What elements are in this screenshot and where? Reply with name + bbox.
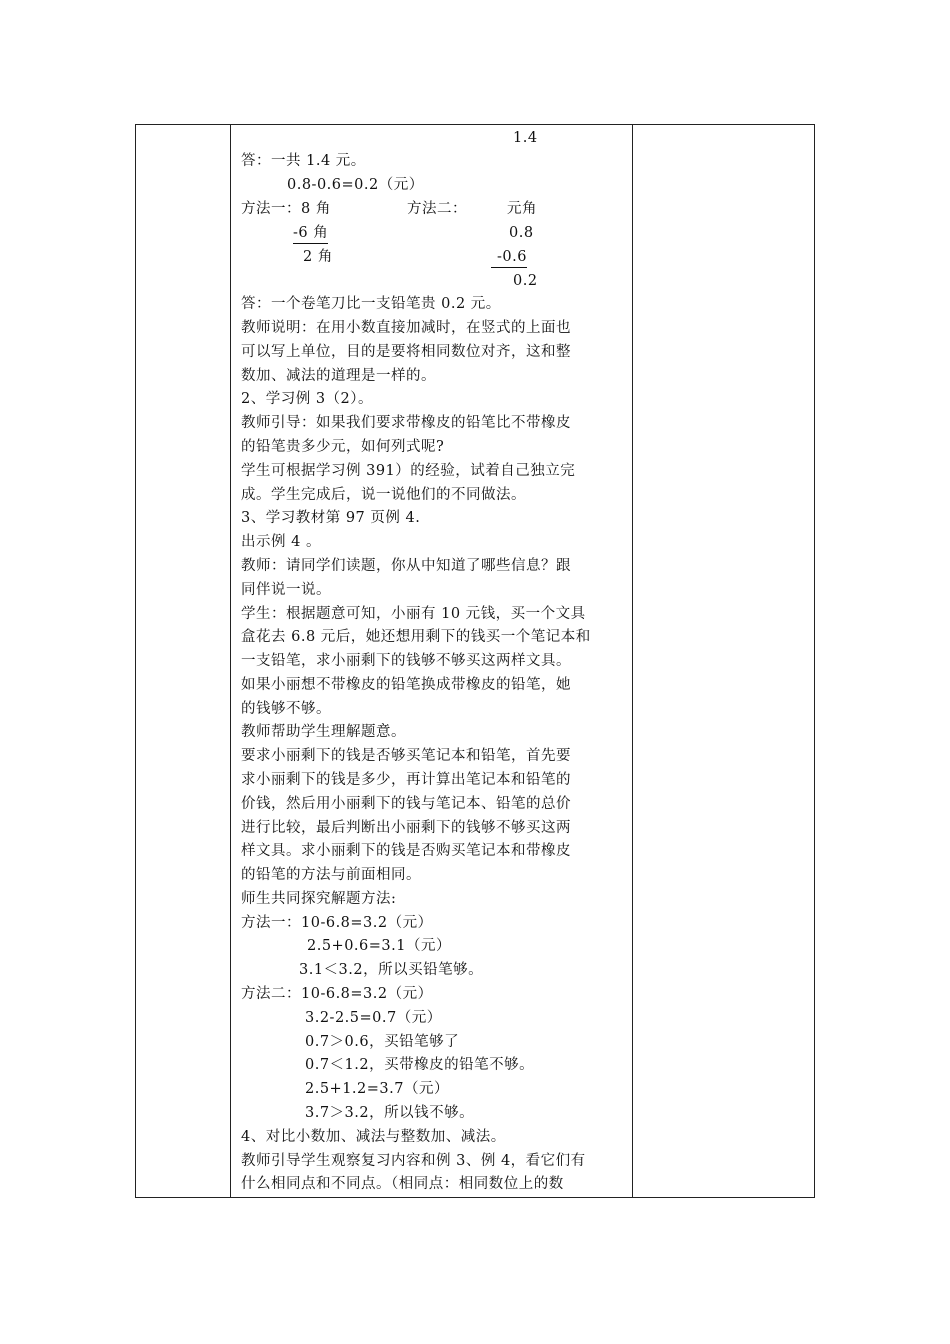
text-line: 0.8 bbox=[509, 225, 534, 241]
text-line: 学生：根据题意可知，小丽有 10 元钱，买一个文具 bbox=[241, 606, 586, 622]
text-line: 答：一共 1.4 元。 bbox=[241, 153, 366, 169]
text-line: 2.5+1.2=3.7（元） bbox=[305, 1081, 449, 1097]
text-line: 3.7＞3.2，所以钱不够。 bbox=[305, 1105, 475, 1121]
text-line: 盒花去 6.8 元后，她还想用剩下的钱买一个笔记本和 bbox=[241, 629, 591, 645]
text-line: 0.2 bbox=[513, 273, 538, 289]
text-line: 样文具。求小丽剩下的钱是否购买笔记本和带橡皮 bbox=[241, 843, 571, 859]
text-line: 教师帮助学生理解题意。 bbox=[241, 724, 406, 740]
lesson-content-cell bbox=[231, 125, 632, 1197]
text-line: 如果小丽想不带橡皮的铅笔换成带橡皮的铅笔，她 bbox=[241, 677, 571, 693]
text-line: 的铅笔的方法与前面相同。 bbox=[241, 867, 421, 883]
text-line: 教师引导学生观察复习内容和例 3、例 4，看它们有 bbox=[241, 1153, 586, 1169]
lesson-table bbox=[135, 124, 815, 1198]
text-line: 教师引导：如果我们要求带橡皮的铅笔比不带橡皮 bbox=[241, 415, 571, 431]
text-line: 方法二： bbox=[407, 201, 467, 217]
text-line: 一支铅笔，求小丽剩下的钱够不够买这两样文具。 bbox=[241, 653, 571, 669]
text-line: 求小丽剩下的钱是多少，再计算出笔记本和铅笔的 bbox=[241, 772, 571, 788]
text-line: 师生共同探究解题方法: bbox=[241, 891, 397, 907]
text-line: 方法二：10-6.8=3.2（元） bbox=[241, 986, 433, 1002]
text-line: 0.7＞0.6，买铅笔够了 bbox=[305, 1034, 460, 1050]
text-line: 2.5+0.6=3.1（元） bbox=[307, 938, 451, 954]
text-line: 学生可根据学习例 391）的经验，试着自己独立完 bbox=[241, 463, 576, 479]
text-line: 方法一：10-6.8=3.2（元） bbox=[241, 915, 433, 931]
text-line: 教师说明：在用小数直接加减时，在竖式的上面也 bbox=[241, 320, 571, 336]
text-line: 的钱够不够。 bbox=[241, 701, 331, 717]
text-line: -6 角 bbox=[293, 224, 328, 244]
text-line: 答：一个卷笔刀比一支铅笔贵 0.2 元。 bbox=[241, 296, 501, 312]
text-line: 4、对比小数加、减法与整数加、减法。 bbox=[241, 1129, 506, 1145]
text-line: 可以写上单位，目的是要将相同数位对齐，这和整 bbox=[241, 344, 571, 360]
right-column-cell bbox=[632, 125, 814, 1197]
text-line: 0.8-0.6=0.2（元） bbox=[287, 177, 424, 193]
text-line: 进行比较，最后判断出小丽剩下的钱够不够买这两 bbox=[241, 820, 571, 836]
text-line: 同伴说一说。 bbox=[241, 582, 331, 598]
left-column-cell bbox=[136, 125, 230, 1197]
text-line: 成。学生完成后，说一说他们的不同做法。 bbox=[241, 487, 526, 503]
text-line: 1.4 bbox=[513, 130, 538, 146]
text-line: 的铅笔贵多少元，如何列式呢? bbox=[241, 439, 445, 455]
text-line: 3.1＜3.2，所以买铅笔够。 bbox=[299, 962, 484, 978]
text-line: 要求小丽剩下的钱是否够买笔记本和铅笔，首先要 bbox=[241, 748, 571, 764]
text-line: 价钱，然后用小丽剩下的钱与笔记本、铅笔的总价 bbox=[241, 796, 571, 812]
text-line: -0.6 bbox=[491, 248, 527, 268]
text-line: 出示例 4 。 bbox=[241, 534, 321, 550]
text-line: 0.7＜1.2，买带橡皮的铅笔不够。 bbox=[305, 1057, 535, 1073]
text-line: 2 角 bbox=[303, 249, 333, 265]
text-line: 教师：请同学们读题，你从中知道了哪些信息？跟 bbox=[241, 558, 571, 574]
text-line: 2、学习例 3（2）。 bbox=[241, 391, 374, 407]
text-line: 方法一：8 角 bbox=[241, 201, 331, 217]
text-line: 元角 bbox=[507, 201, 537, 217]
text-line: 数加、减法的道理是一样的。 bbox=[241, 368, 436, 384]
text-line: 什么相同点和不同点。（相同点：相同数位上的数 bbox=[241, 1176, 564, 1192]
text-line: 3.2-2.5=0.7（元） bbox=[305, 1010, 442, 1026]
text-line: 3、学习教材第 97 页例 4. bbox=[241, 510, 421, 526]
